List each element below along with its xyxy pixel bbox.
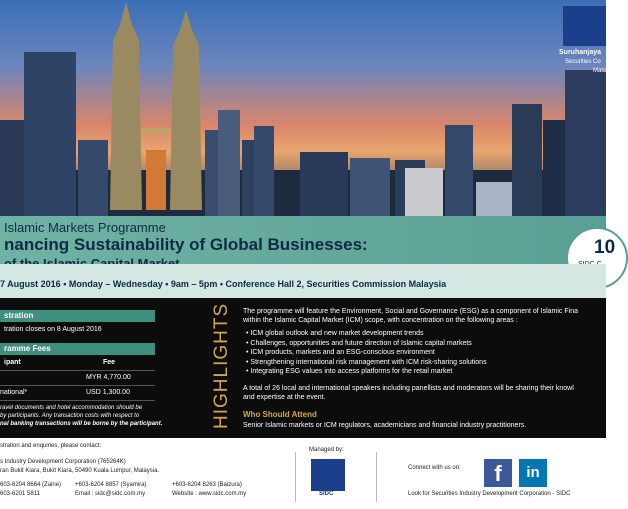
highlights-intro-line: The programme will feature the Environment, Social and Governance (ESG) as a component of Islamic Fina (243, 308, 578, 315)
fees-footnote: ravel documents and hotel accommodation should be (0, 405, 143, 411)
sc-logo-mark (563, 6, 606, 46)
contact-phone: 603-6204 8664 (Zaine) (0, 482, 62, 488)
facebook-icon[interactable]: f (484, 459, 512, 487)
contact-email-link[interactable]: Email : sidc@sidc.com.my (75, 491, 146, 497)
fees-amount: MYR 4,770.00 (86, 374, 131, 381)
fees-header (0, 343, 155, 355)
fees-header-text: ramme Fees (4, 344, 51, 353)
logo-text-line3: Malay (593, 68, 610, 74)
connect-label: Connect with us on: (408, 465, 461, 471)
fees-table-header (0, 357, 155, 371)
logo-text-line2: Securities Co (565, 59, 601, 65)
list-item: • ICM global outlook and new market development trends (246, 329, 487, 339)
contact-org: s Industry Development Corporation (765264K) (0, 459, 126, 465)
registration-header-text: stration (4, 311, 34, 320)
fees-amount: USD 1,300.00 (86, 389, 130, 396)
contact-fax: 603-6201 5811 (0, 491, 40, 497)
contact-heading: stration and enquiries, please contact: (0, 443, 102, 449)
fees-participant: national* (0, 389, 28, 396)
table-row (0, 372, 155, 386)
logo-text-line1: Suruhanjaya (559, 49, 602, 56)
contact-phone: +603-6204 8263 (Baizura) (172, 482, 242, 488)
page-title: nancing Sustainability of Global Businesses: (4, 235, 368, 254)
highlights-text: HIGHLIGHTS (211, 302, 232, 429)
footer-divider (376, 452, 377, 502)
event-details-bar (0, 264, 606, 298)
highlights-label (207, 300, 235, 435)
registration-note: tration closes on 8 August 2016 (4, 326, 102, 333)
speakers-line: and expertise at the event. (243, 394, 326, 401)
fees-col-fee: Fee (103, 359, 116, 366)
skyline-illustration (0, 0, 606, 216)
highlights-intro (243, 307, 606, 325)
list-item: • Challenges, opportunities and future direction of Islamic capital markets (246, 339, 487, 349)
managed-by-label: Managed by: (309, 447, 344, 453)
footer-divider (295, 452, 296, 502)
list-item: • Strengthening international risk management with ICM risk-sharing solutions (246, 358, 487, 368)
programme-name: Islamic Markets Programme (4, 220, 166, 235)
who-should-attend-text: Senior Islamic markets or ICM regulators, academicians and financial industry practitioners. (243, 422, 527, 429)
highlights-list (246, 329, 487, 377)
list-item: • Integrating ESG values into access platforms for the retail market (246, 367, 487, 377)
sc-logo (559, 6, 610, 86)
highlights-intro-line: within the Islamic Capital Market (ICM) scope, with concentration on the following areas : (243, 317, 518, 324)
contact-website-link[interactable]: Website : www.sidc.com.my (172, 491, 247, 497)
list-item: • ICM products, markets and an ESG-conscious environment (246, 348, 487, 358)
who-should-attend-title: Who Should Attend (243, 410, 317, 419)
linkedin-icon[interactable]: in (519, 459, 547, 487)
contact-phone: +603-6204 8857 (Syamira) (75, 482, 147, 488)
contact-address: ran Bukit Kiara, Bukit Kiara, 50490 Kuala Lumpur, Malaysia. (0, 468, 160, 474)
hero-image (0, 0, 610, 216)
sidc-logo-text: SIDC (319, 491, 334, 497)
fees-col-participant: ipant (4, 359, 21, 366)
table-row (0, 387, 155, 401)
fees-footnote: nal banking transactions will be borne by the participant. (0, 421, 163, 427)
social-search-text: Look for Securities Industry Development Corporation - SIDC (408, 491, 571, 497)
cpd-points-number: 10 (594, 237, 616, 258)
fees-footnote: by participants. Any transaction costs with respect to (0, 413, 140, 419)
registration-header (0, 310, 155, 322)
sidc-logo-mark (311, 459, 345, 491)
event-details: 7 August 2016 • Monday – Wednesday • 9am – 5pm • Conference Hall 2, Securities Commission Malaysia (0, 279, 447, 289)
speakers-note (243, 384, 606, 402)
title-band (0, 216, 606, 264)
speakers-line: A total of 26 local and international speakers including panellists and moderators will be sharing their knowl (243, 385, 574, 392)
